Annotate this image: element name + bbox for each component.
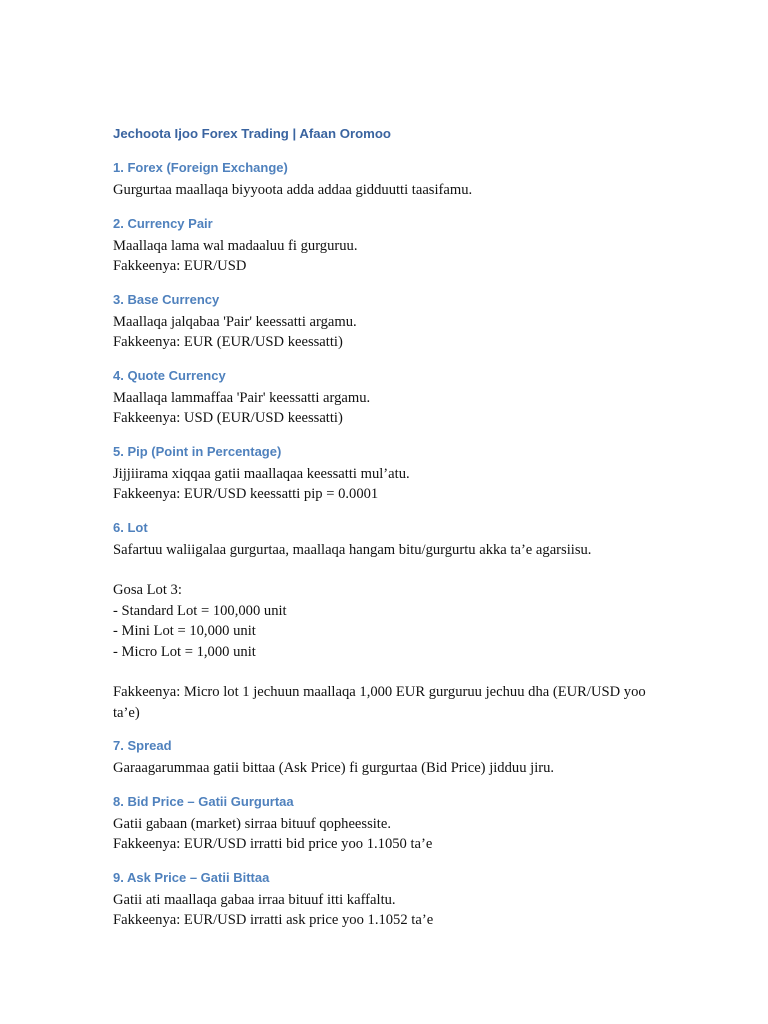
section-heading: 6. Lot bbox=[113, 519, 148, 535]
section-heading: 4. Quote Currency bbox=[113, 367, 226, 383]
definition-text: Maallaqa jalqabaa 'Pair' keessatti argamu. bbox=[113, 313, 357, 330]
section-heading: 5. Pip (Point in Percentage) bbox=[113, 443, 282, 459]
definition-text: Garaagarummaa gatii bittaa (Ask Price) fi gurgurtaa (Bid Price) jidduu jiru. bbox=[113, 760, 555, 776]
section-ask-price bbox=[113, 869, 673, 931]
section-lot bbox=[113, 519, 673, 724]
example-text: Fakkeenya: EUR/USD keessatti pip = 0.0001 bbox=[113, 486, 379, 502]
example-text: Fakkeenya: EUR/USD bbox=[113, 258, 247, 274]
section-heading: 1. Forex (Foreign Exchange) bbox=[113, 160, 288, 175]
lot-type-item: - Mini Lot = 10,000 unit bbox=[113, 623, 256, 639]
section-pip bbox=[113, 443, 673, 505]
section-spread bbox=[113, 737, 673, 779]
definition-text: Gatii gabaan (market) sirraa bituuf qopheessite. bbox=[113, 815, 391, 832]
section-base-currency bbox=[113, 291, 673, 353]
section-bid-price bbox=[113, 793, 673, 855]
definition-text: Gatii ati maallaqa gabaa irraa bituuf itti kaffaltu. bbox=[113, 891, 396, 908]
example-text: Fakkeenya: Micro lot 1 jechuun maallaqa 1,000 EUR gurguruu jechuu dha (EUR/USD yoo ta’e) bbox=[113, 684, 646, 721]
lot-type-item: - Micro Lot = 1,000 unit bbox=[113, 643, 256, 660]
definition-text: Maallaqa lammaffaa 'Pair' keessatti argamu. bbox=[113, 389, 371, 406]
section-currency-pair bbox=[113, 215, 673, 277]
document-page bbox=[113, 124, 673, 945]
section-heading: 8. Bid Price – Gatii Gurgurtaa bbox=[113, 793, 294, 809]
section-forex bbox=[113, 159, 673, 201]
section-heading: 7. Spread bbox=[113, 738, 172, 753]
definition-text: Jijjiirama xiqqaa gatii maallaqaa keessatti mul’atu. bbox=[113, 465, 410, 482]
example-text: Fakkeenya: EUR/USD irratti ask price yoo 1.1052 ta’e bbox=[113, 912, 434, 928]
section-quote-currency bbox=[113, 367, 673, 429]
definition-text: Safartuu waliigalaa gurgurtaa, maallaqa hangam bitu/gurgurtu akka ta’e agarsiisu. bbox=[113, 541, 592, 558]
paragraph-spacer bbox=[113, 662, 673, 682]
lot-types-intro: Gosa Lot 3: bbox=[113, 582, 182, 598]
section-heading: 2. Currency Pair bbox=[113, 215, 213, 231]
document-title: Jechoota Ijoo Forex Trading | Afaan Oromoo bbox=[113, 126, 391, 141]
section-heading: 3. Base Currency bbox=[113, 291, 220, 307]
example-text: Fakkeenya: EUR (EUR/USD keessatti) bbox=[113, 334, 343, 350]
definition-text: Maallaqa lama wal madaaluu fi gurguruu. bbox=[113, 237, 358, 254]
example-text: Fakkeenya: USD (EUR/USD keessatti) bbox=[113, 410, 343, 426]
example-text: Fakkeenya: EUR/USD irratti bid price yoo 1.1050 ta’e bbox=[113, 836, 433, 852]
definition-text: Gurgurtaa maallaqa biyyoota adda addaa gidduutti taasifamu. bbox=[113, 182, 473, 198]
lot-type-item: - Standard Lot = 100,000 unit bbox=[113, 602, 287, 619]
section-heading: 9. Ask Price – Gatii Bittaa bbox=[113, 869, 270, 885]
paragraph-spacer bbox=[113, 560, 673, 580]
